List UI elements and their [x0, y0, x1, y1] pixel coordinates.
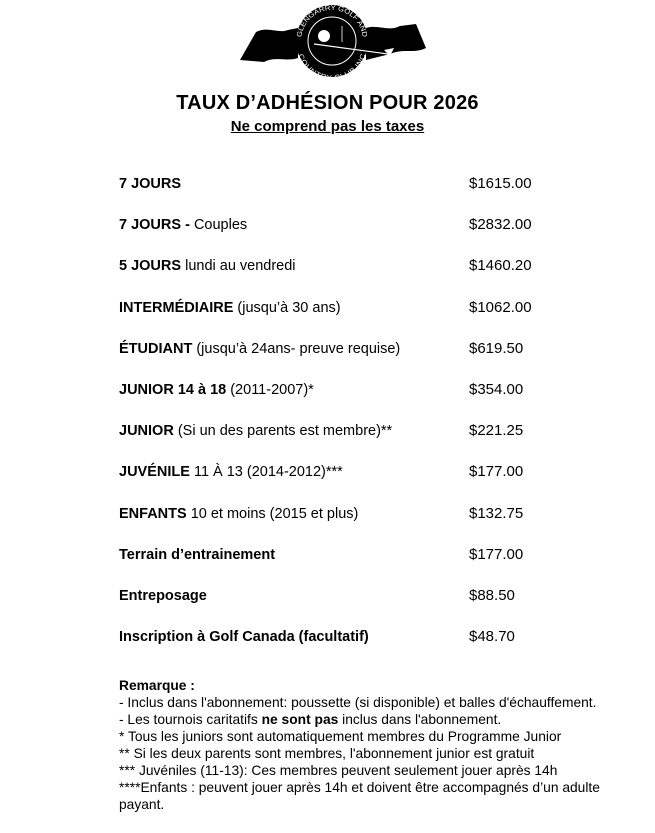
rate-name: 7 JOURS -	[119, 217, 190, 234]
rate-row	[119, 216, 549, 257]
note-text: inclus dans l'abonnement.	[338, 712, 502, 727]
rate-detail: lundi au vendredi	[181, 258, 296, 275]
rate-label	[119, 546, 469, 564]
rate-price: $2832.00	[469, 216, 532, 234]
notes-section	[119, 677, 649, 813]
rate-price: $177.00	[469, 463, 524, 481]
rate-label	[119, 422, 469, 440]
rate-label	[119, 628, 469, 646]
rate-name: 5 JOURS	[119, 258, 182, 275]
logo-ring-bottom: COUNTR LUB INC	[296, 53, 368, 78]
page-subtitle: Ne comprend pas les taxes	[230, 118, 425, 135]
rate-row	[119, 381, 549, 422]
golf-club-logo-icon	[238, 4, 428, 78]
rate-detail: (Si un des parents est membre)**	[173, 423, 393, 440]
note-line: - Inclus dans l'abonnement: poussette (si disponible) et balles d'échauffement.	[119, 695, 597, 710]
rates-list	[119, 175, 549, 669]
rate-label	[119, 463, 469, 481]
rate-row	[119, 587, 549, 628]
rate-name: ENFANTS	[119, 505, 187, 522]
note-text: - Les tournois caritatifs	[119, 712, 262, 727]
rate-price: $48.70	[469, 628, 515, 646]
rate-name: JUNIOR	[119, 423, 174, 440]
rate-name: JUVÉNILE	[119, 464, 190, 481]
rate-detail: (jusqu’à 24ans- preuve requise)	[192, 340, 401, 357]
rate-label	[119, 505, 469, 523]
rate-row	[119, 463, 549, 504]
rate-price: $177.00	[469, 545, 524, 563]
rate-name: INTERMÉDIAIRE	[119, 299, 234, 316]
rate-name: Entreposage	[119, 587, 207, 604]
rate-name: ÉTUDIANT	[119, 340, 193, 357]
rate-detail: 11 À 13 (2014-2012)***	[189, 464, 343, 481]
rate-label	[119, 340, 469, 358]
rate-name: Inscription à Golf Canada (facultatif)	[119, 629, 369, 646]
rate-price: $619.50	[469, 339, 524, 357]
note-line: payant.	[119, 797, 165, 812]
rate-row	[119, 257, 549, 298]
rate-price: $1062.00	[469, 298, 532, 316]
rate-name: Terrain d’entrainement	[119, 546, 276, 563]
note-line	[119, 711, 649, 728]
rate-row	[119, 299, 549, 340]
note-line: *** Juvéniles (11-13): Ces membres peuvent seulement jouer après 14h	[119, 763, 558, 778]
rate-detail: (jusqu’à 30 ans)	[233, 299, 341, 316]
rate-label	[119, 587, 469, 605]
rate-label	[119, 175, 469, 193]
rate-detail: (2011-2007)*	[226, 381, 314, 398]
note-emphasis: ne sont pas	[261, 712, 339, 727]
rate-detail: 10 et moins (2015 et plus)	[186, 505, 359, 522]
rate-price: $221.25	[469, 422, 524, 440]
rate-label	[119, 381, 469, 399]
rate-price: $88.50	[469, 586, 515, 604]
note-line: * Tous les juniors sont automatiquement membres du Programme Junior	[119, 729, 562, 744]
rate-row	[119, 546, 549, 587]
rate-label	[119, 257, 469, 275]
rate-row	[119, 628, 549, 669]
rate-price: $354.00	[469, 380, 524, 398]
logo-ring-top: GLENGARRY GOLF AND	[296, 4, 368, 38]
rate-price: $1460.20	[469, 257, 532, 275]
rate-row	[119, 505, 549, 546]
note-line: ****Enfants : peuvent jouer après 14h et doivent être accompagnés d’un adulte	[119, 780, 600, 795]
rate-price: $132.75	[469, 504, 524, 522]
rate-row	[119, 340, 549, 381]
rate-detail: Couples	[189, 217, 248, 234]
notes-heading: Remarque :	[119, 678, 195, 693]
rate-price: $1615.00	[469, 175, 532, 192]
rate-row	[119, 175, 549, 216]
rate-label	[119, 299, 469, 317]
note-line: ** Si les deux parents sont membres, l'abonnement junior est gratuit	[119, 746, 535, 761]
rate-name: JUNIOR 14 à 18	[119, 381, 227, 398]
rate-label	[119, 216, 469, 234]
rate-name: 7 JOURS	[119, 176, 182, 192]
rate-row	[119, 422, 549, 463]
club-logo	[238, 4, 428, 78]
page-title: TAUX D’ADHÉSION POUR 2026	[176, 92, 479, 114]
